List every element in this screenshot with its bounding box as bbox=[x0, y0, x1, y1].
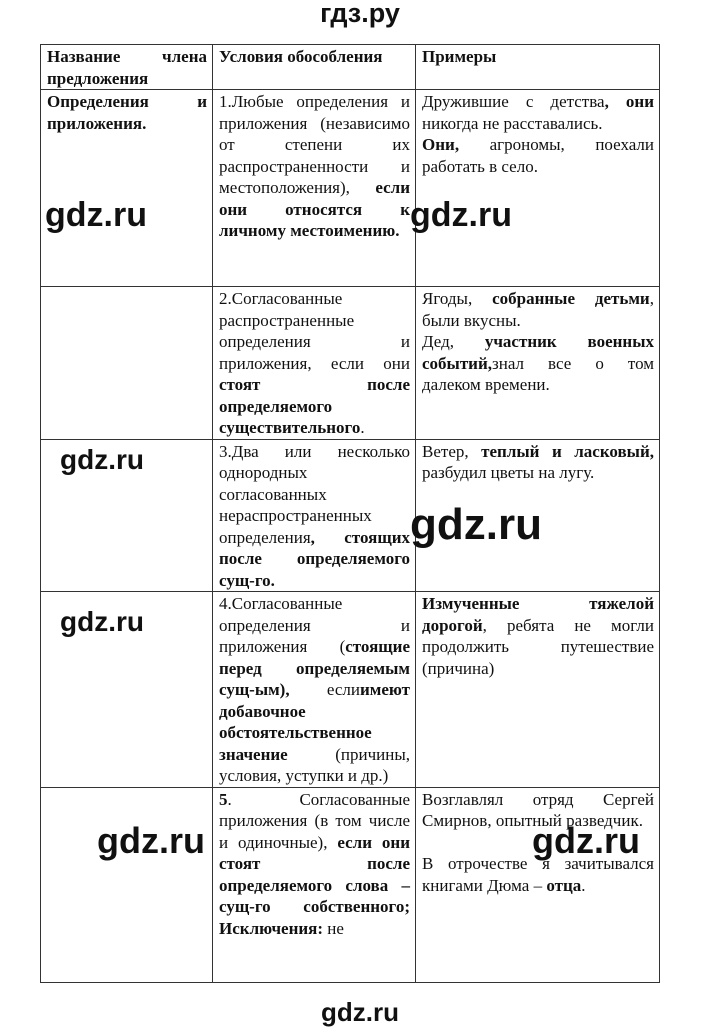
text-segment: 2.Согласованные распространенные определения и приложения, если они bbox=[219, 289, 410, 373]
text-segment: 5 bbox=[219, 789, 228, 809]
watermark: gdz.ru bbox=[60, 606, 144, 637]
text-segment: . bbox=[581, 875, 586, 895]
cell-member-name bbox=[41, 287, 213, 440]
cell-conditions bbox=[213, 592, 416, 788]
text-segment: стоящие перед определяемым сущ-ым), bbox=[219, 637, 410, 699]
watermark: gdz.ru bbox=[532, 820, 640, 861]
text-segment: если они относятся к личному местоимению. bbox=[219, 178, 410, 240]
cell-conditions bbox=[213, 287, 416, 440]
watermark: gdz.ru bbox=[410, 196, 512, 234]
text-segment: если bbox=[289, 680, 360, 699]
text-segment: собранные детьми bbox=[492, 289, 650, 308]
text-segment: знал все о том далеком времени. bbox=[422, 353, 654, 394]
text-segment: Они, bbox=[422, 135, 460, 154]
cell-examples bbox=[416, 592, 660, 788]
cell-examples bbox=[416, 287, 660, 440]
example-sentence bbox=[422, 441, 654, 484]
text-segment: Измученные тяжелой дорогой bbox=[422, 594, 654, 635]
cell-conditions bbox=[213, 90, 416, 287]
cell-member-name bbox=[41, 787, 213, 982]
column-header-conditions: Условия обособления bbox=[213, 45, 416, 90]
text-segment: агрономы, поехали работать в село. bbox=[422, 135, 654, 176]
text-segment: Ветер, bbox=[422, 441, 482, 461]
text-segment: 4.Согласованные определения и приложения ( bbox=[219, 594, 410, 656]
table-header-row bbox=[41, 45, 660, 90]
watermark: gdz.ru bbox=[410, 500, 542, 549]
cell-conditions bbox=[213, 439, 416, 592]
text-segment: теплый и ласковый, bbox=[481, 441, 655, 461]
text-segment: 3.Два или несколько однородных согласованных нераспространенных определения bbox=[219, 441, 410, 547]
text-segment: . bbox=[360, 418, 365, 437]
cell-examples bbox=[416, 787, 660, 982]
text-segment: , были вкусны. bbox=[422, 289, 654, 330]
example-sentence bbox=[422, 134, 654, 177]
footer-watermark: gdz.ru bbox=[321, 997, 399, 1027]
column-header-name: Название члена предложения bbox=[41, 45, 213, 90]
watermark: gdz.ru bbox=[97, 820, 205, 861]
site-title: гдз.ру bbox=[320, 0, 400, 28]
text-segment: , стоящих после определяемого сущ-го. bbox=[219, 527, 410, 590]
text-segment: не bbox=[323, 918, 344, 938]
text-segment: никогда не расставались. bbox=[422, 113, 603, 133]
text-segment: если они стоят после определяемого слова – сущ-го собственного; Исключения: bbox=[219, 832, 410, 938]
text-segment: отца bbox=[546, 875, 582, 895]
text-segment: имеют добавочное обстоятельственное значение bbox=[219, 680, 410, 764]
text-segment: Дед, bbox=[422, 332, 485, 351]
text-segment: . Согласованные приложения (в том числе и одиночные), bbox=[219, 789, 410, 852]
text-segment: , они bbox=[604, 92, 655, 111]
example-sentence bbox=[422, 91, 654, 134]
cell-conditions bbox=[213, 787, 416, 982]
example-sentence bbox=[422, 331, 654, 396]
cell-member-name: Определения и приложения. bbox=[41, 90, 213, 287]
text-segment: Ягоды, bbox=[422, 289, 493, 308]
text-segment: (причины, условия, уступки и др.) bbox=[219, 744, 410, 785]
text-segment: 1.Любые определения и приложения (независимо от степени их распространенности и местоположения), bbox=[219, 92, 410, 197]
watermark: gdz.ru bbox=[45, 196, 147, 234]
text-segment: В отрочестве я зачитывался книгами Дюма – bbox=[422, 854, 654, 895]
text-segment: Дружившие с детства bbox=[422, 92, 605, 111]
cell-examples bbox=[416, 90, 660, 287]
table-row bbox=[41, 90, 660, 287]
table-row bbox=[41, 787, 660, 982]
text-segment: стоят после определяемого существительного bbox=[219, 375, 410, 437]
text-segment: разбудил цветы на лугу. bbox=[422, 463, 595, 482]
text-segment: , ребята не могли продолжить путешествие (причина) bbox=[422, 615, 654, 678]
watermark: gdz.ru bbox=[60, 444, 144, 475]
column-header-examples: Примеры bbox=[416, 45, 660, 90]
text-segment: участник военных событий, bbox=[422, 332, 654, 373]
table-row bbox=[41, 287, 660, 440]
text-segment: Возглавлял отряд Сергей Смирнов, опытный разведчик. bbox=[422, 789, 654, 830]
example-sentence bbox=[422, 593, 654, 679]
example-sentence bbox=[422, 288, 654, 331]
